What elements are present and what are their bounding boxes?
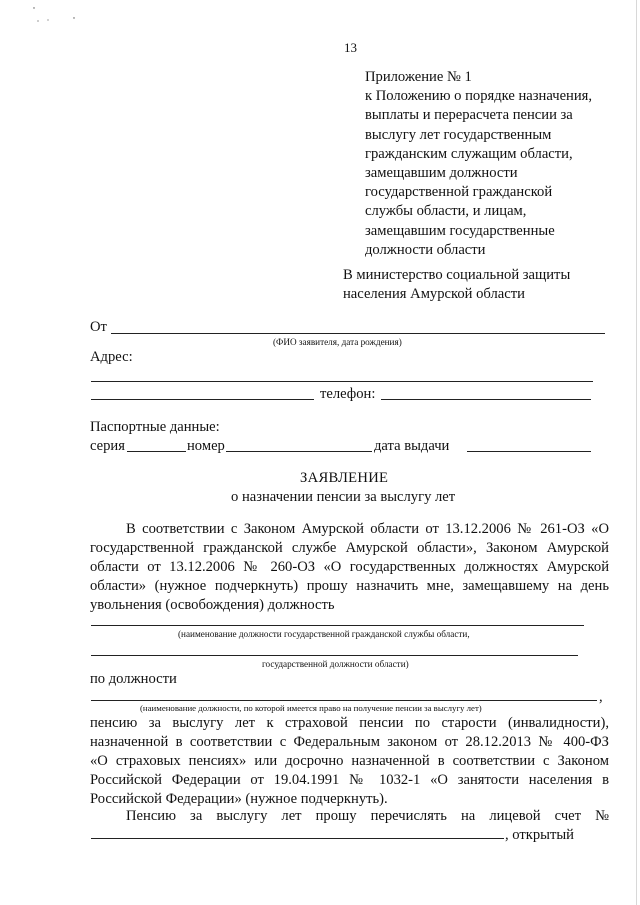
paragraph-line: «О страховых пенсиях» или досрочно назначенной в соответствии с Законом xyxy=(90,753,609,769)
from-label: От xyxy=(90,319,107,335)
position-caption: (наименование должности государственной гражданской службы области, xyxy=(178,629,470,639)
paragraph-line: области от 13.12.2006 № 260-ОЗ «О государственных должностях Амурской xyxy=(90,559,609,575)
issue-date-field[interactable] xyxy=(467,451,591,452)
paragraph-line: увольнения (освобождения) должность xyxy=(90,597,335,613)
phone-label: телефон: xyxy=(320,386,376,402)
annex-line: замещавшим должности xyxy=(365,165,518,182)
comma: , xyxy=(599,689,603,705)
address-field-2[interactable] xyxy=(91,399,314,400)
position-field[interactable] xyxy=(91,625,584,626)
paragraph-line: Российской Федерации» (нужное подчеркнуть). xyxy=(90,791,388,807)
paragraph-line: Российской Федерации от 19.04.1991 № 1032-1 «О занятости населения в xyxy=(90,772,609,788)
annex-block xyxy=(365,68,592,260)
address-field[interactable] xyxy=(91,381,593,382)
by-position-label: по должности xyxy=(90,671,177,687)
series-label: серия xyxy=(90,438,125,454)
annex-line: должности области xyxy=(365,241,486,258)
phone-field[interactable] xyxy=(381,399,591,400)
paragraph-line: Пенсию за выслугу лет прошу перечислять на лицевой счет № xyxy=(126,808,609,824)
opened-at-label: , открытый xyxy=(505,827,574,843)
annex-line: государственной гражданской xyxy=(365,184,553,201)
annex-line: к Положению о порядке назначения, xyxy=(365,88,593,105)
annex-line: замещавшим государственные xyxy=(365,222,555,239)
page-number: 13 xyxy=(344,40,357,55)
paragraph-line: государственной гражданской службе Амурской области», Законом Амурской xyxy=(90,540,609,556)
account-field[interactable] xyxy=(91,838,504,839)
page-edge-shadow xyxy=(636,0,637,905)
annex-line: Приложение № 1 xyxy=(365,69,472,85)
paragraph-line: назначенной в соответствии с Федеральным законом от 28.12.2013 № 400-ФЗ xyxy=(90,734,609,750)
scan-specks xyxy=(22,4,82,24)
passport-label: Паспортные данные: xyxy=(90,419,220,435)
annex-line: службы области, и лицам, xyxy=(365,203,527,220)
paragraph-2 xyxy=(90,714,609,809)
address-label: Адрес: xyxy=(90,349,133,365)
paragraph-3 xyxy=(90,807,609,826)
from-caption: (ФИО заявителя, дата рождения) xyxy=(273,337,402,347)
from-field[interactable] xyxy=(111,333,605,334)
issue-date-label: дата выдачи xyxy=(374,438,450,454)
paragraph-line: пенсию за выслугу лет к страховой пенсии по старости (инвалидности), xyxy=(90,715,609,731)
pension-position-caption: (наименование должности, по которой имеется право на получение пенсии за выслугу лет) xyxy=(140,703,482,713)
annex-line: выслугу лет государственным xyxy=(365,126,552,143)
document-subtitle: о назначении пенсии за выслугу лет xyxy=(231,489,456,505)
number-label: номер xyxy=(187,438,225,454)
annex-line: гражданским служащим области, xyxy=(365,145,573,162)
paragraph-1 xyxy=(90,520,609,615)
position-field-2[interactable] xyxy=(91,655,578,656)
number-field[interactable] xyxy=(226,451,372,452)
position-caption-2: государственной должности области) xyxy=(262,659,409,669)
addressee-line: населения Амурской области xyxy=(343,286,525,302)
document-title: ЗАЯВЛЕНИЕ xyxy=(300,470,389,486)
series-field[interactable] xyxy=(127,451,186,452)
paragraph-line: В соответствии с Законом Амурской области от 13.12.2006 № 261-ОЗ «О xyxy=(126,521,609,537)
addressee-line: В министерство социальной защиты xyxy=(343,267,571,283)
paragraph-line: области» (нужное подчеркнуть) прошу назначить мне, замещавшему на день xyxy=(90,578,609,594)
annex-line: выплаты и перерасчета пенсии за xyxy=(365,107,573,124)
pension-position-field[interactable] xyxy=(91,700,597,701)
